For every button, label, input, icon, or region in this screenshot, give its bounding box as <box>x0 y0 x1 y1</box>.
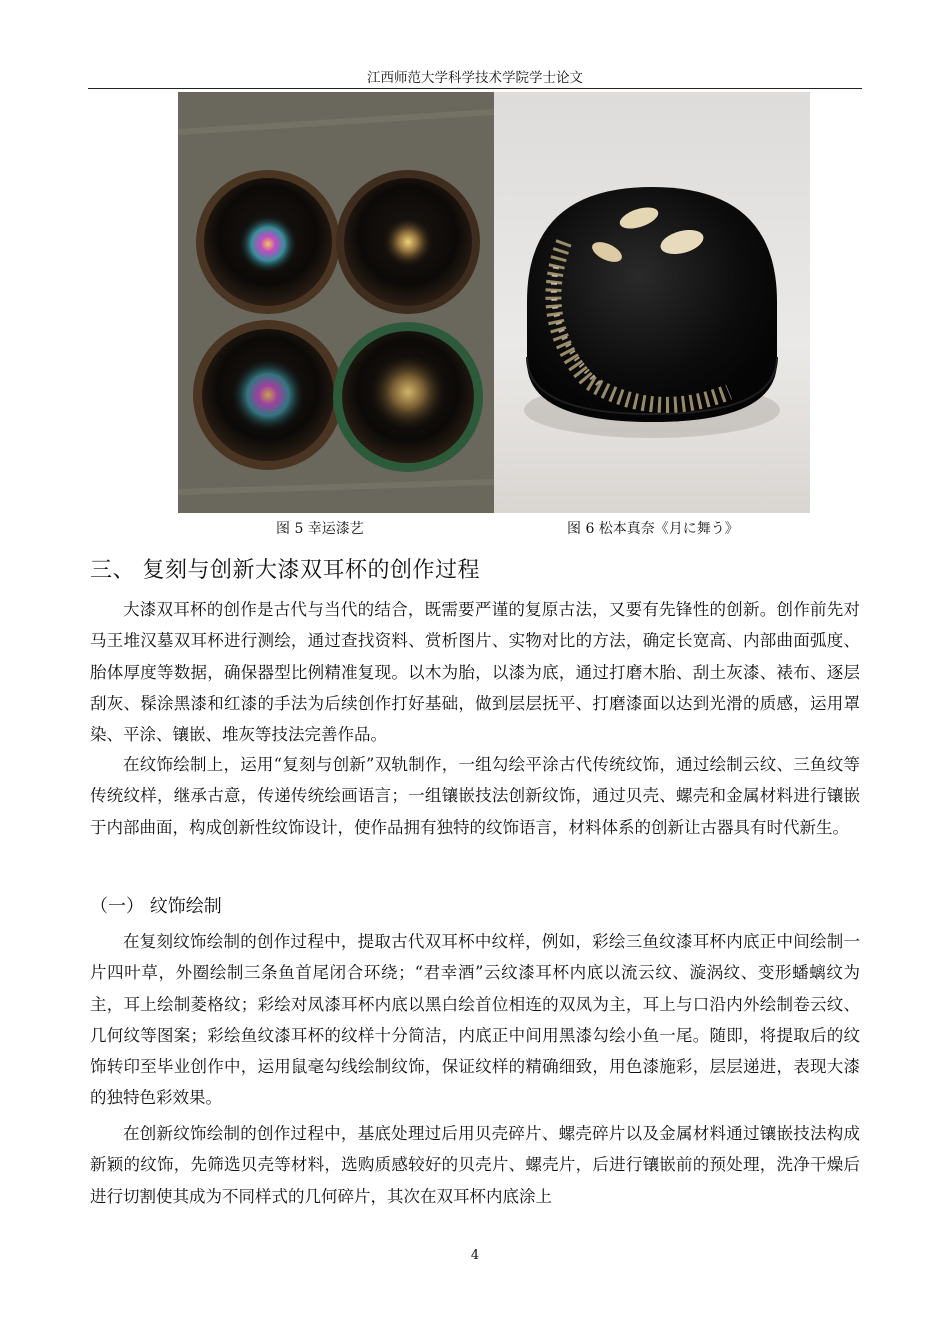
body-paragraph: 在创新纹饰绘制的创作过程中，基底处理过后用贝壳碎片、螺壳碎片以及金属材料通过镶嵌技法构成新颖的纹饰，先筛选贝壳等材料，选购质感较好的贝壳片、螺壳片，后进行镶嵌前的预处理，洗净干燥后进行切割使其成为不同样式的几何碎片，其次在双耳杯内底涂上 <box>90 1124 860 1206</box>
page-number: 4 <box>470 1248 480 1263</box>
figure-row <box>178 92 810 513</box>
body-paragraph: 大漆双耳杯的创作是古代与当代的结合，既需要严谨的复原古法，又要有先锋性的创新。创作前先对马王堆汉墓双耳杯进行测绘，通过查找资料、赏析图片、实物对比的方法，确定长宽高、内部曲面弧度、胎体厚度等数据，确保器型比例精准复现。以木为胎，以漆为底，通过打磨木胎、刮土灰漆、裱布、逐层刮灰、髹涂黑漆和红漆的手法为后续创作打好基础，做到层层抚平、打磨漆面以达到光滑的质感，运用罩染、平涂、镶嵌、堆灰等技法完善作品。 <box>90 600 860 745</box>
section-heading: 三、 复刻与创新大漆双耳杯的创作过程 <box>90 558 480 583</box>
header-rule <box>88 88 862 89</box>
body-paragraph: 在复刻纹饰绘制的创作过程中，提取古代双耳杯中纹样，例如，彩绘三鱼纹漆耳杯内底正中间绘制一片四叶草，外圈绘制三条鱼首尾闭合环绕；“君幸酒”云纹漆耳杯内底以流云纹、漩涡纹、变形蟠螭纹为主，耳上绘制菱格纹；彩绘对凤漆耳杯内底以黑白绘首位相连的双凤为主，耳上与口沿内外绘制卷云纹、几何纹等图案；彩绘鱼纹漆耳杯的纹样十分简洁，内底正中间用黑漆勾绘小鱼一尾。随即，将提取后的纹饰转印至毕业创作中，运用鼠毫勾线绘制纹饰，保证纹样的精确细致，用色漆施彩，层层递进，表现大漆的独特色彩效果。 <box>90 932 860 1108</box>
figure-5-caption: 图 5 幸运漆艺 <box>276 521 364 537</box>
figure-6-caption: 图 6 松本真奈《月に舞う》 <box>567 521 739 537</box>
running-header: 江西师范大学科学技术学院学士论文 <box>367 70 583 86</box>
subsection-heading: （一） 纹饰绘制 <box>90 896 222 917</box>
body-paragraph: 在纹饰绘制上，运用“复刻与创新”双轨制作，一组勾绘平涂古代传统纹饰，通过绘制云纹、三鱼纹等传统纹样，继承古意，传递传统绘画语言；一组镶嵌技法创新纹饰，通过贝壳、螺壳和金属材料进行镶嵌于内部曲面，构成创新性纹饰设计，使作品拥有独特的纹饰语言，材料体系的创新让古器具有时代新生。 <box>90 755 860 837</box>
figure-5-photo <box>178 92 494 513</box>
figure-6-photo <box>494 92 810 513</box>
